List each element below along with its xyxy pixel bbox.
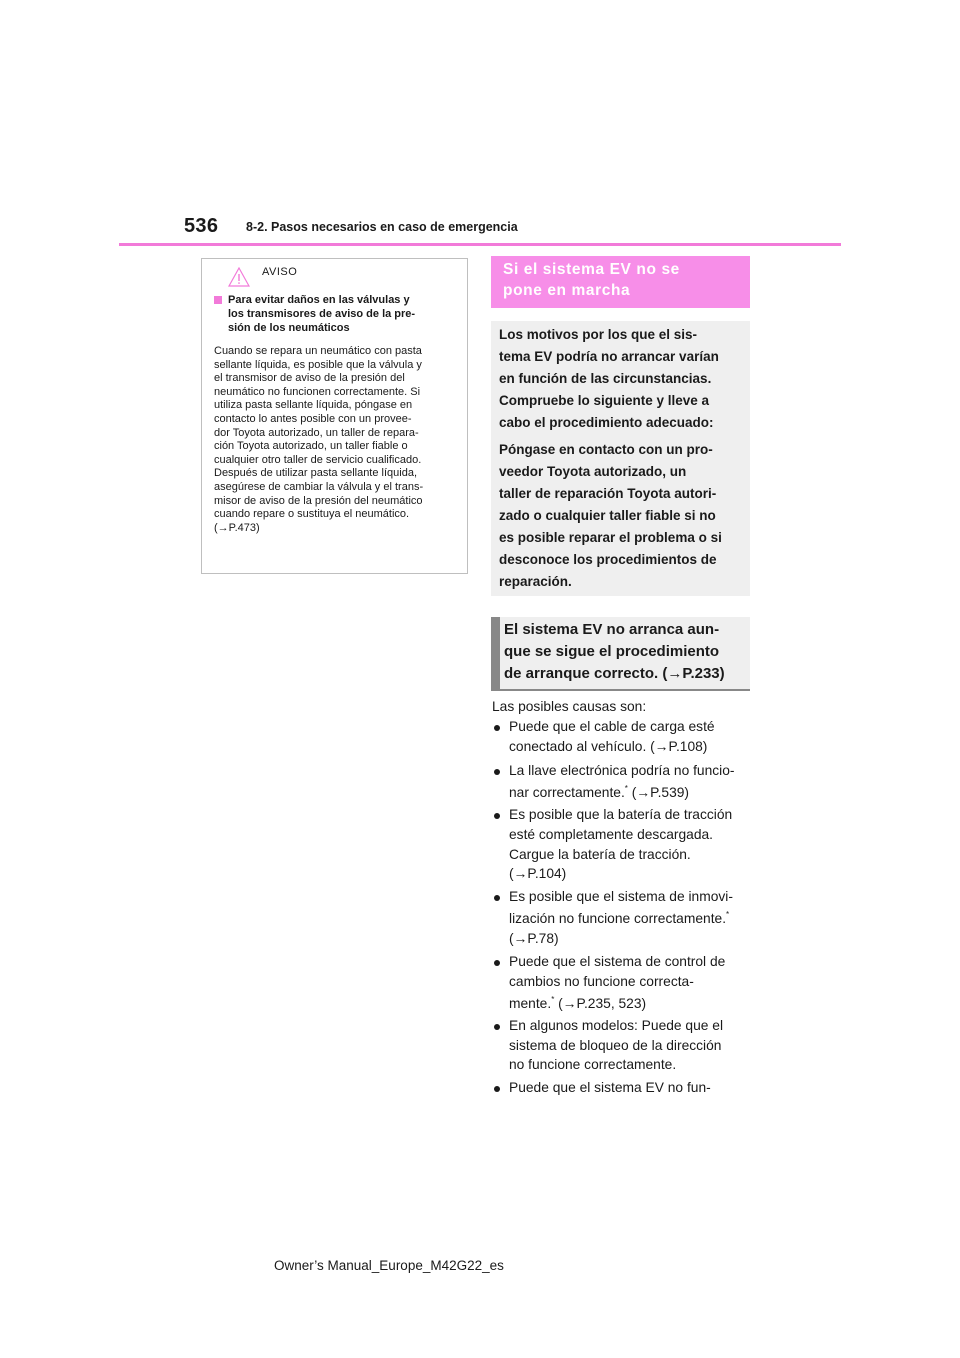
intro-line: zado o cualquier taller fiable si no	[499, 508, 716, 523]
warning-body-line: dor Toyota autorizado, un taller de repara-	[214, 426, 419, 439]
cause-line: esté completamente descargada.	[509, 827, 714, 842]
sub-heading-rule	[491, 689, 750, 691]
warning-body-line: contacto lo antes posible con un provee-	[214, 412, 412, 425]
cause-line: Es posible que la batería de tracción	[509, 807, 733, 822]
bullet-dot	[494, 960, 500, 966]
cause-line: no funcione correctamente.	[509, 1057, 677, 1072]
cause-line: Puede que el sistema de control de	[509, 954, 726, 969]
cause-line: Es posible que el sistema de inmovi-	[509, 889, 733, 904]
sub-heading-line: El sistema EV no arranca aun-	[504, 621, 720, 638]
causes-intro: Las posibles causas son:	[492, 699, 647, 714]
bullet-dot	[494, 725, 500, 731]
page-number: 536	[184, 215, 219, 237]
cause-line: sistema de bloqueo de la dirección	[509, 1038, 722, 1053]
warning-body-line: cualquier otro taller de servicio cualificado.	[214, 453, 422, 466]
footnote-marker: *	[551, 995, 555, 1004]
cause-line: Puede que el sistema EV no fun-	[509, 1080, 711, 1095]
intro-line: reparación.	[499, 574, 572, 589]
cause-line: nar correctamente.	[509, 785, 625, 800]
cause-line: Puede que el cable de carga esté	[509, 719, 715, 734]
cause-line: (→P.104)	[509, 866, 567, 881]
intro-line: Compruebe lo siguiente y lleve a	[499, 393, 710, 408]
footnote-marker: *	[726, 910, 730, 919]
warning-body	[214, 345, 462, 535]
cause-line: En algunos modelos: Puede que el	[509, 1018, 724, 1033]
cause-line: La llave electrónica podría no funcio-	[509, 763, 735, 778]
cause-ref: (→P.235, 523)	[554, 996, 647, 1011]
warning-body-line: sellante líquida, es posible que la válvula y	[214, 358, 422, 371]
warning-body-line: asegúrese de cambiar la válvula y el trans-	[214, 480, 424, 493]
header-rule	[119, 243, 841, 246]
warning-heading-line: los transmisores de aviso de la pre-	[228, 308, 416, 320]
warning-body-line: Cuando se repara un neumático con pasta	[214, 345, 422, 357]
cause-line-with-note	[509, 785, 689, 800]
warning-body-line: utiliza pasta sellante líquida, póngase en	[214, 399, 413, 412]
warning-body-line: el transmisor de aviso de la presión del	[214, 372, 405, 385]
warning-box	[201, 258, 468, 574]
section-header: 8-2. Pasos necesarios en caso de emergencia	[246, 220, 518, 234]
warning-body-line: ción Toyota autorizado, un taller fiable o	[214, 440, 408, 453]
warning-body-line: Después de utilizar pasta sellante líquida,	[214, 467, 418, 480]
sub-heading-bar	[491, 617, 500, 689]
intro-line: cabo el procedimiento adecuado:	[499, 415, 714, 430]
section-heading-line: Si el sistema EV no se	[503, 261, 680, 278]
footer-text: Owner’s Manual_Europe_M42G22_es	[274, 1258, 504, 1273]
sub-heading-line: de arranque correcto. (→P.233)	[504, 665, 725, 682]
bullet-dot	[494, 1024, 500, 1030]
warning-heading-text	[228, 293, 458, 335]
bullet-dot	[494, 769, 500, 775]
section-heading-line: pone en marcha	[503, 282, 631, 299]
sub-heading-line: que se sigue el procedimiento	[504, 643, 720, 660]
intro-line: veedor Toyota autorizado, un	[499, 464, 687, 479]
cause-line: (→P.78)	[509, 931, 559, 946]
intro-line: Los motivos por los que el sis-	[499, 327, 698, 342]
intro-line: tema EV podría no arrancar varían	[499, 349, 719, 364]
cause-line-with-note	[509, 911, 729, 926]
intro-line: desconoce los procedimientos de	[499, 552, 717, 567]
warning-heading-line: Para evitar daños en las válvulas y	[228, 294, 410, 306]
footnote-marker: *	[624, 784, 628, 793]
warning-body-line: cuando repare o sustituya el neumático.	[214, 508, 410, 521]
warning-heading-line: sión de los neumáticos	[228, 322, 350, 334]
cause-line: lización no funcione correctamente.	[509, 911, 727, 926]
cause-line: cambios no funcione correcta-	[509, 974, 694, 989]
bullet-dot	[494, 813, 500, 819]
warning-triangle-icon	[228, 267, 250, 287]
cause-line: Cargue la batería de tracción.	[509, 847, 691, 862]
cause-line-with-note	[509, 996, 646, 1011]
intro-line: taller de reparación Toyota autori-	[499, 486, 717, 501]
cause-line: mente.	[509, 996, 552, 1011]
intro-line: es posible reparar el problema o si	[499, 530, 722, 545]
bullet-dot	[494, 895, 500, 901]
warning-body-line: (→P.473)	[214, 521, 260, 534]
warning-bullet	[214, 296, 222, 304]
cause-ref: (→P.539)	[627, 785, 690, 800]
intro-line: en función de las circunstancias.	[499, 371, 712, 386]
sub-heading	[491, 617, 750, 689]
intro-box	[491, 321, 750, 596]
section-heading	[491, 256, 750, 308]
cause-line: conectado al vehículo. (→P.108)	[509, 739, 708, 754]
bullet-dot	[494, 1086, 500, 1092]
intro-line: Póngase en contacto con un pro-	[499, 442, 713, 457]
warning-title: AVISO	[262, 266, 298, 278]
warning-body-line: neumático no funcionen correctamente. Si	[214, 385, 421, 398]
warning-body-line: misor de aviso de la presión del neumático	[214, 494, 423, 507]
